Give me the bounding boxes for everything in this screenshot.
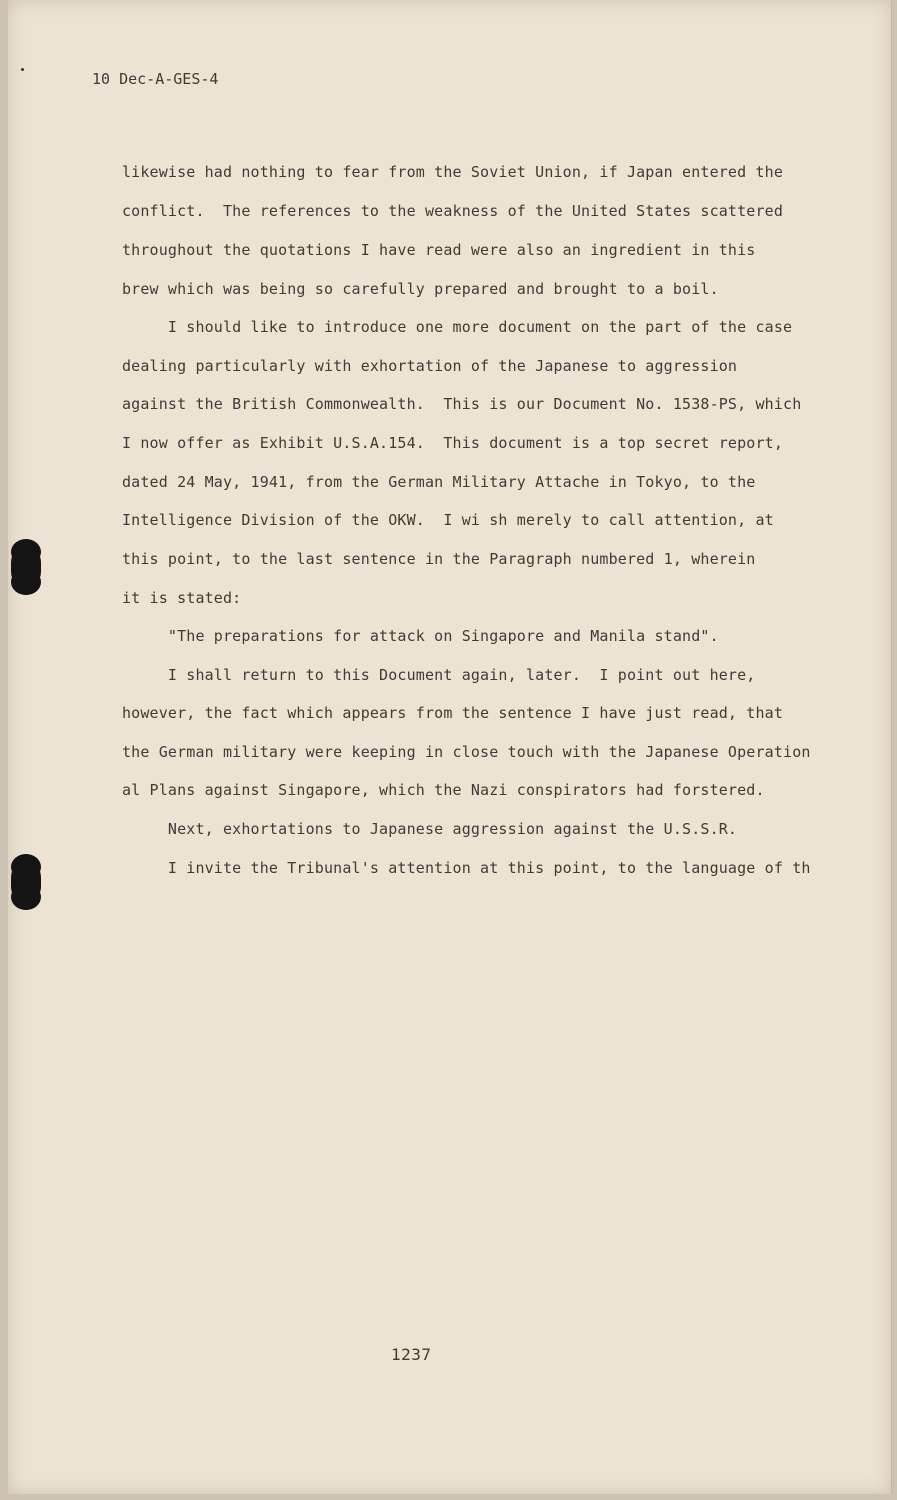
quotation-line: "The preparations for attack on Singapore and Manila stand". — [122, 627, 719, 645]
document-page — [8, 0, 892, 1494]
body-line-11: this point, to the last sentence in the Paragraph numbered 1, wherein — [122, 550, 756, 568]
body-line-10: Intelligence Division of the OKW. I wi sh merely to call attention, at — [122, 511, 774, 529]
punch-hole-upper — [11, 545, 41, 589]
body-line-6: dealing particularly with exhortation of the Japanese to aggression — [122, 357, 738, 375]
margin-mark — [21, 68, 24, 71]
document-header: 10 Dec-A-GES-4 — [92, 70, 219, 88]
body-line-4: brew which was being so carefully prepared and brought to a boil. — [122, 280, 719, 298]
body-line-17: al Plans against Singapore, which the Nazi conspirators had forstered. — [122, 781, 765, 799]
body-line-15: however, the fact which appears from the sentence I have just read, that — [122, 704, 784, 722]
body-line-16: the German military were keeping in close touch with the Japanese Operation — [122, 743, 811, 761]
punch-hole-lower — [11, 860, 41, 904]
body-line-5: I should like to introduce one more document on the part of the case — [122, 318, 793, 336]
body-line-3: throughout the quotations I have read were also an ingredient in this — [122, 241, 756, 259]
page-number: 1237 — [391, 1345, 432, 1364]
body-line-19: I invite the Tribunal's attention at this point, to the language of th — [122, 859, 811, 877]
body-line-14: I shall return to this Document again, later. I point out here, — [122, 666, 756, 684]
body-line-18: Next, exhortations to Japanese aggression against the U.S.S.R. — [122, 820, 738, 838]
body-line-1: likewise had nothing to fear from the Soviet Union, if Japan entered the — [122, 163, 784, 181]
body-line-2: conflict. The references to the weakness of the United States scattered — [122, 202, 784, 220]
body-line-8: I now offer as Exhibit U.S.A.154. This document is a top secret report, — [122, 434, 784, 452]
body-line-12: it is stated: — [122, 589, 242, 607]
body-line-7: against the British Commonwealth. This is our Document No. 1538-PS, which — [122, 395, 802, 413]
body-line-9: dated 24 May, 1941, from the German Military Attache in Tokyo, to the — [122, 473, 756, 491]
